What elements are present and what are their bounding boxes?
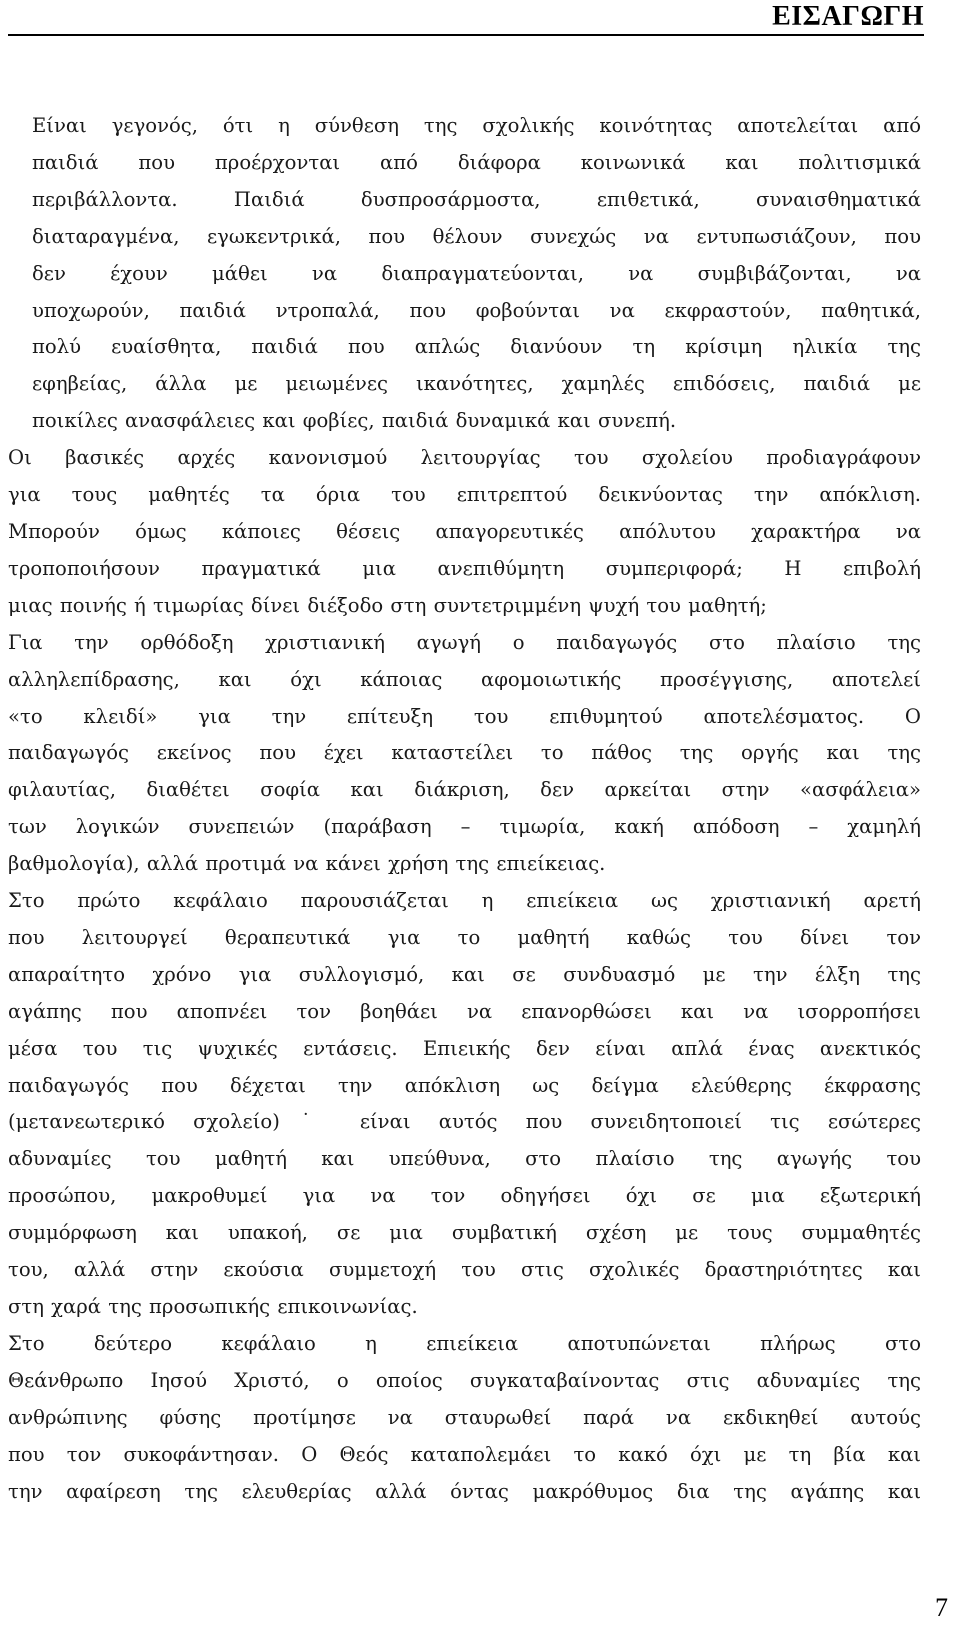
paragraph (8, 883, 921, 1326)
text-line: του, αλλά στην εκούσια συμμετοχή του στις σχολικές δραστηριότητες και (8, 1258, 921, 1282)
page-header (8, 0, 924, 36)
text-line: απαραίτητο χρόνο για συλλογισμό, και σε συνδυασμό με την έλξη της (8, 962, 921, 986)
text-line: αγάπης που αποπνέει τον βοηθάει να επανορθώσει και να ισορροπήσει (8, 999, 921, 1023)
text-line: στη χαρά της προσωπικής επικοινωνίας. (8, 1295, 418, 1318)
document-body (8, 108, 921, 1510)
paragraph (8, 440, 921, 625)
text-line: μέσα του τις ψυχικές εντάσεις. Επιεικής δεν είναι απλά ένας ανεκτικός (8, 1036, 921, 1060)
text-line: υποχωρούν, παιδιά ντροπαλά, που φοβούνται να εκφραστούν, παθητικά, (32, 298, 921, 322)
text-line: Στο δεύτερο κεφάλαιο η επιείκεια αποτυπώνεται πλήρως στο (8, 1331, 921, 1355)
text-line: Μπορούν όμως κάποιες θέσεις απαγορευτικές απόλυτου χαρακτήρα να (8, 519, 921, 543)
text-line: (μετανεωτερικό σχολείο)˙ είναι αυτός που συνειδητοποιεί τις εσώτερες (8, 1110, 921, 1134)
text-line: Θεάνθρωπο Ιησού Χριστό, ο οποίος συγκαταβαίνοντας στις αδυναμίες της (8, 1368, 921, 1392)
text-line: δεν έχουν μάθει να διαπραγματεύονται, να συμβιβάζονται, να (32, 261, 921, 285)
text-line: παιδαγωγός εκείνος που έχει καταστείλει το πάθος της οργής και της (8, 741, 921, 765)
text-line: Είναι γεγονός, ότι η σύνθεση της σχολικής κοινότητας αποτελείται από (32, 114, 921, 137)
text-line: περιβάλλοντα. Παιδιά δυσπροσάρμοστα, επιθετικά, συναισθηματικά (32, 187, 921, 211)
text-line: πολύ ευαίσθητα, παιδιά που απλώς διανύουν τη κρίσιμη ηλικία της (32, 335, 921, 359)
text-line: προσώπου, μακροθυμεί για να τον οδηγήσει όχι σε μια εξωτερική (8, 1184, 921, 1208)
page-number: 7 (935, 1593, 948, 1622)
text-line: διαταραγμένα, εγωκεντρικά, που θέλουν συνεχώς να εντυπωσιάζουν, που (32, 224, 921, 248)
paragraph (8, 625, 921, 883)
text-line: ανθρώπινης φύσης προτίμησε να σταυρωθεί παρά να εκδικηθεί αυτούς (8, 1405, 921, 1429)
text-line: την αφαίρεση της ελευθερίας αλλά όντας μακρόθυμος δια της αγάπης και (8, 1479, 921, 1503)
text-line: που λειτουργεί θεραπευτικά για το μαθητή καθώς του δίνει τον (8, 925, 921, 949)
text-line: «το κλειδί» για την επίτευξη του επιθυμητού αποτελέσματος. Ο (8, 704, 921, 728)
text-line: παιδιά που προέρχονται από διάφορα κοινωνικά και πολιτισμικά (32, 150, 921, 174)
text-line: βαθμολογία), αλλά προτιμά να κάνει χρήση της επιείκειας. (8, 852, 606, 876)
text-line: εφηβείας, άλλα με μειωμένες ικανότητες, χαμηλές επιδόσεις, παιδιά με (32, 372, 921, 396)
text-line: για τους μαθητές τα όρια του επιτρεπτού δεικνύοντας την απόκλιση. (8, 483, 921, 507)
text-line: τροποποιήσουν πραγματικά μια ανεπιθύμητη συμπεριφορά; Η επιβολή (8, 556, 921, 580)
text-line: Οι βασικές αρχές κανονισμού λειτουργίας του σχολείου προδιαγράφουν (8, 446, 921, 470)
paragraph (8, 108, 921, 440)
text-line: παιδαγωγός που δέχεται την απόκλιση ως δείγμα ελεύθερης έκφρασης (8, 1073, 921, 1097)
text-line: μιας ποινής ή τιμωρίας δίνει διέξοδο στη συντετριμμένη ψυχή του μαθητή; (8, 593, 767, 617)
paragraph (8, 1326, 921, 1511)
text-line: των λογικών συνεπειών (παράβαση – τιμωρία, κακή απόδοση – χαμηλή (8, 815, 921, 839)
text-line: συμμόρφωση και υπακοή, σε μια συμβατική σχέση με τους συμμαθητές (8, 1221, 921, 1245)
text-line: αλληλεπίδρασης, και όχι κάποιας αφομοιωτικής προσέγγισης, αποτελεί (8, 667, 921, 691)
text-line: Στο πρώτο κεφάλαιο παρουσιάζεται η επιείκεια ως χριστιανική αρετή (8, 889, 921, 913)
text-line: φιλαυτίας, διαθέτει σοφία και διάκριση, δεν αρκείται στην «ασφάλεια» (8, 778, 921, 802)
page-title: ΕΙΣΑΓΩΓΗ (772, 1, 924, 32)
text-line: που τον συκοφάντησαν. Ο Θεός καταπολεμάει το κακό όχι με τη βία και (8, 1442, 921, 1466)
text-line: ποικίλες ανασφάλειες και φοβίες, παιδιά δυναμικά και συνεπή. (32, 409, 677, 433)
text-line: αδυναμίες του μαθητή και υπεύθυνα, στο πλαίσιο της αγωγής του (8, 1147, 921, 1171)
text-line: Για την ορθόδοξη χριστιανική αγωγή ο παιδαγωγός στο πλαίσιο της (8, 630, 921, 654)
